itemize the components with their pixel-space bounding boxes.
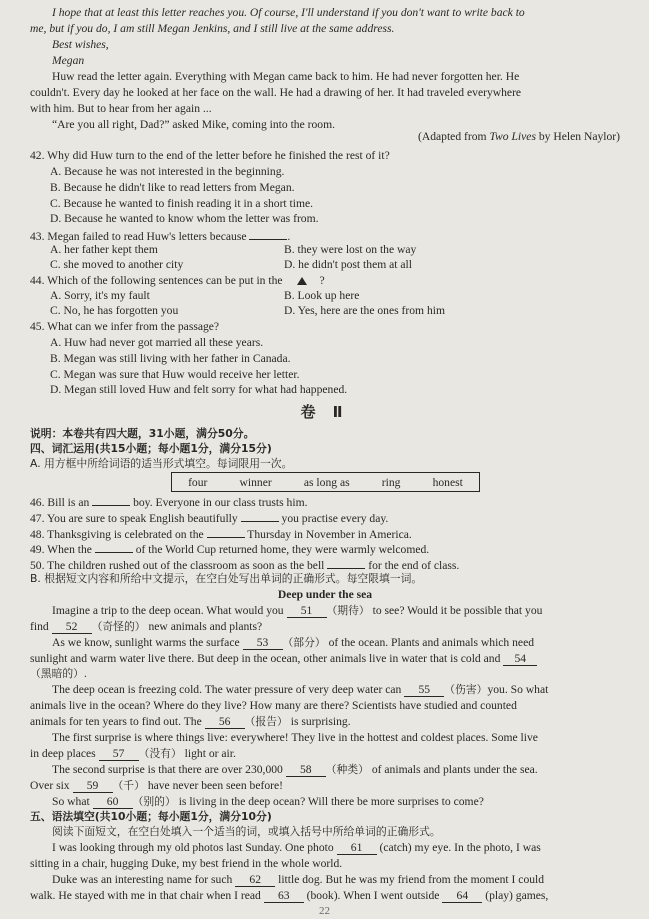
item-47: 47. You are sure to speak English beautifully you practise every day. [30,512,389,525]
story-line-4: “Are you all right, Dad?” asked Mike, coming into the room. [52,118,336,131]
passage-line: animals for ten years to find out. The 56 （报告） is surprising. [30,715,351,728]
story-line-3: with him. But to hear from her again ... [30,102,212,115]
letter-signature: Megan [52,54,85,67]
q45-option-c: C. Megan was sure that Huw would receive her letter. [50,368,300,381]
item-46: 46. Bill is an boy. Everyone in our class trusts him. [30,496,308,509]
q44-option-d: D. Yes, here are the ones from him [284,304,445,317]
passage-line: animals live in the ocean? Where do they live? How many are there? Scientists have studied and counted [30,699,517,712]
part-a-instruction: A. 用方框中所给词语的适当形式填空。每词限用一次。 [30,457,293,470]
triangle-icon [285,274,319,285]
passage-line: The deep ocean is freezing cold. The water pressure of very deep water can 55 （伤害）you. So what [52,683,549,696]
item-49: 49. When the of the World Cup returned home, they were warmly welcomed. [30,543,430,556]
grammar-line: walk. He stayed with me in that chair when I read 63 (book). When I went outside 64 (play) games, [30,889,549,902]
source-citation: (Adapted from Two Lives by Helen Naylor) [417,130,620,143]
section-title: 卷 Ⅱ [300,403,349,421]
question-45: 45. What can we infer from the passage? [30,320,220,333]
section-note: 说明：本卷共有四大题，31小题，满分50分。 [30,427,255,440]
passage-line: in deep places 57 （没有） light or air. [30,747,236,760]
page-number: 22 [319,905,330,917]
question-44: 44. Which of the following sentences can be put in the ? [30,274,325,287]
letter-line-2: me, but if you do, I am still Megan Jenkins, and I still live at the same address. [30,22,395,35]
passage-line: （黑暗的）. [30,667,87,680]
word-box [171,472,480,492]
q43-option-c: C. she moved to another city [50,258,184,271]
passage-line: sunlight and warm water live there. But deep in the ocean, other animals live in water that is cold and 54 [30,652,620,666]
letter-line-1: I hope that at least this letter reaches you. Of course, I'll understand if you don't want to write back to [52,6,525,19]
answer-blank [249,228,287,240]
q45-option-d: D. Megan still loved Huw and felt sorry for what had happened. [50,383,348,396]
item-48: 48. Thanksgiving is celebrated on the Thursday in November in America. [30,528,412,541]
q44-option-c: C. No, he has forgotten you [50,304,179,317]
question-42: 42. Why did Huw turn to the end of the letter before he finished the rest of it? [30,149,390,162]
part-5-instruction: 阅读下面短文，在空白处填入一个适当的词，或填入括号中所给单词的正确形式。 [52,825,441,838]
q43-option-b: B. they were lost on the way [284,243,417,256]
part-5-heading: 五、语法填空(共10小题；每小题1分，满分10分) [30,810,272,823]
q44-option-b: B. Look up here [284,289,360,302]
grammar-line: sitting in a chair, hugging Duke, my best friend in the whole world. [30,857,343,870]
q44-option-a: A. Sorry, it's my fault [50,289,150,302]
q42-option-b: B. Because he didn't like to read letters from Megan. [50,181,295,194]
passage-line: Imagine a trip to the deep ocean. What would you 51 （期待） to see? Would it be possible that you [52,604,543,617]
passage-line: The first surprise is where things live: everywhere! They live in the hottest and coldest places. Some live [52,731,538,744]
part-b-instruction: B. 根据短文内容和所给中文提示，在空白处写出单词的正确形式。每空限填一词。 [30,572,423,585]
part-4-heading: 四、词汇运用(共15小题；每小题1分，满分15分) [30,442,272,455]
q45-option-b: B. Megan was still living with her father in Canada. [50,352,291,365]
q43-option-a: A. her father kept them [50,243,158,256]
passage-line: find 52 （奇怪的） new animals and plants? [30,620,263,633]
passage-line: So what 60 （别的） is living in the deep ocean? Will there be more surprises to come? [52,795,484,808]
story-line-2: couldn't. Every day he looked at her face on the wall. He had a drawing of her. It had traveled everywhere [30,86,522,99]
word-box-item: as long as [303,475,350,489]
grammar-line: Duke was an interesting name for such 62 little dog. But he was my friend from the moment I could [52,873,545,886]
passage-line: The second surprise is that there are over 230,000 58 （种类） of animals and plants under the sea. [52,763,538,776]
word-box-item: winner [239,475,272,489]
passage-line: Over six 59 （千） have never been seen before! [30,779,283,792]
q42-option-d: D. Because he wanted to know whom the letter was from. [50,212,319,225]
word-box-item: four [188,475,208,489]
word-box-item: honest [432,475,463,489]
question-43: 43. Megan failed to read Huw's letters because . [30,230,291,243]
story-line-1: Huw read the letter again. Everything with Megan came back to him. He had never forgotten her. He [52,70,520,83]
q42-option-c: C. Because he wanted to finish reading it in a short time. [50,197,314,210]
q43-option-d: D. he didn't post them at all [284,258,412,271]
passage-title: Deep under the sea [277,588,373,601]
q42-option-a: A. Because he was not interested in the beginning. [50,165,285,178]
q45-option-a: A. Huw had never got married all these years. [50,336,264,349]
grammar-line: I was looking through my old photos last Sunday. One photo 61 (catch) my eye. In the photo, I was [52,841,541,854]
item-50: 50. The children rushed out of the classroom as soon as the bell for the end of class. [30,559,460,572]
letter-closing: Best wishes, [52,38,109,51]
word-box-item: ring [381,475,401,489]
passage-line: As we know, sunlight warms the surface 53 （部分） of the ocean. Plants and animals which need [52,636,535,649]
